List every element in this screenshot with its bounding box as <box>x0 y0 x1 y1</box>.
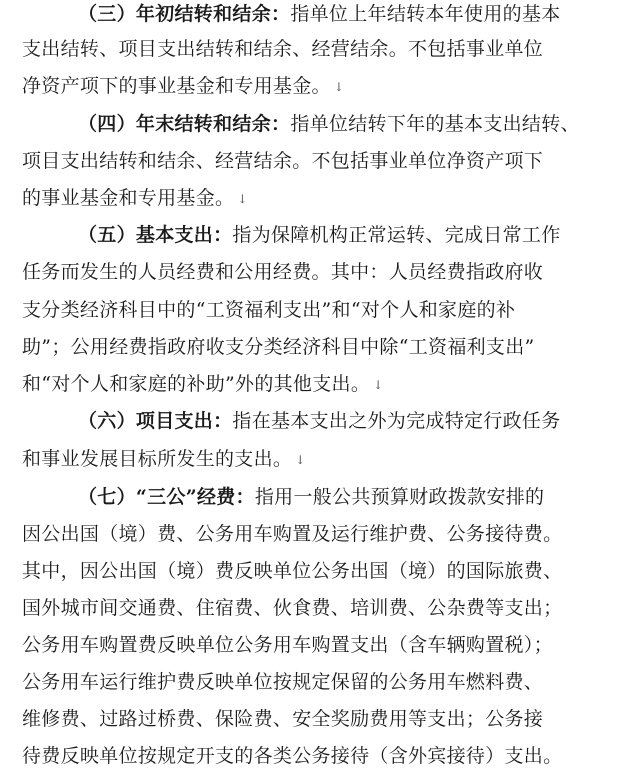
paragraph-return-mark: ↓ <box>237 192 248 206</box>
paragraph-line <box>78 106 580 143</box>
paragraph-text: 净资产项下的事业基金和专用基金。 <box>22 75 331 97</box>
paragraph-text: 支出结转、项目支出结转和结余、经营结余。不包括事业单位 <box>22 38 544 60</box>
paragraph-text: 项目支出结转和结余、经营结余。不包括事业单位净资产项下 <box>22 150 544 172</box>
section-heading-5: （五）基本支出： <box>78 224 233 246</box>
paragraph-return-mark: ↓ <box>373 378 384 392</box>
paragraph-return-mark: ↓ <box>295 453 306 467</box>
paragraph-line <box>22 516 562 553</box>
paragraph-text: 国外城市间交通费、住宿费、伙食费、培训费、公杂费等支出； <box>22 597 563 619</box>
paragraph-line <box>22 329 535 366</box>
paragraph-line <box>78 479 544 516</box>
paragraph-text: 和“对个人和家庭的补助”外的其他支出。 <box>22 373 371 395</box>
section-heading-3: （三）年初结转和结余： <box>78 3 291 25</box>
paragraph-text: 指为保障机构正常运转、完成日常工作 <box>232 224 561 246</box>
paragraph-line <box>22 627 553 664</box>
paragraph-text: 和事业发展目标所发生的支出。 <box>22 448 293 470</box>
paragraph-line <box>22 701 543 738</box>
paragraph-text: 的事业基金和专用基金。 <box>22 187 235 209</box>
paragraph-text: 公务用车运行维护费反映单位按规定保留的公务用车燃料费、 <box>22 671 544 693</box>
paragraph-line <box>22 590 562 627</box>
paragraph-text: 指在基本支出之外为完成特定行政任务 <box>232 410 561 432</box>
section-heading-4: （四）年末结转和结余： <box>78 113 291 135</box>
paragraph-text: 维修费、过路过桥费、保险费、安全奖励费用等支出；公务接 <box>22 708 544 730</box>
paragraph-line <box>78 217 561 254</box>
paragraph-line <box>22 68 344 105</box>
paragraph-line <box>22 441 306 478</box>
paragraph-text: 任务而发生的人员经费和公用经费。其中：人员经费指政府收 <box>22 261 544 283</box>
paragraph-line <box>22 254 543 291</box>
paragraph-text: 指用一般公共预算财政拨款安排的 <box>254 486 545 508</box>
paragraph-line <box>22 366 384 403</box>
paragraph-line <box>22 553 562 590</box>
paragraph-line <box>22 143 543 180</box>
paragraph-text: 助”；公用经费指政府收支分类经济科目中除“工资福利支出” <box>22 336 535 358</box>
section-heading-6: （六）项目支出： <box>78 410 233 432</box>
paragraph-text: 指单位结转下年的基本支出结转、 <box>290 113 580 135</box>
paragraph-text: 因公出国（境）费、公务用车购置及运行维护费、公务接待费。 <box>22 523 563 545</box>
paragraph-line <box>78 403 561 440</box>
paragraph-line <box>22 180 248 217</box>
paragraph-text: 支分类经济科目中的“工资福利支出”和“对个人和家庭的补 <box>22 299 516 321</box>
paragraph-line <box>22 292 515 329</box>
section-heading-7: （七）“三公”经费： <box>78 486 255 508</box>
paragraph-text: 待费反映单位按规定开支的各类公务接待（含外宾接待）支出。 <box>22 745 563 767</box>
paragraph-line <box>22 738 562 775</box>
paragraph-text: 公务用车购置费反映单位公务用车购置支出（含车辆购置税）； <box>22 634 553 656</box>
paragraph-text: 其中，因公出国（境）费反映单位公务出国（境）的国际旅费、 <box>22 560 563 582</box>
paragraph-text: 指单位上年结转本年使用的基本 <box>290 3 561 25</box>
paragraph-line <box>78 0 561 33</box>
paragraph-line <box>22 664 543 701</box>
paragraph-return-mark: ↓ <box>333 80 345 94</box>
paragraph-line <box>22 31 543 68</box>
